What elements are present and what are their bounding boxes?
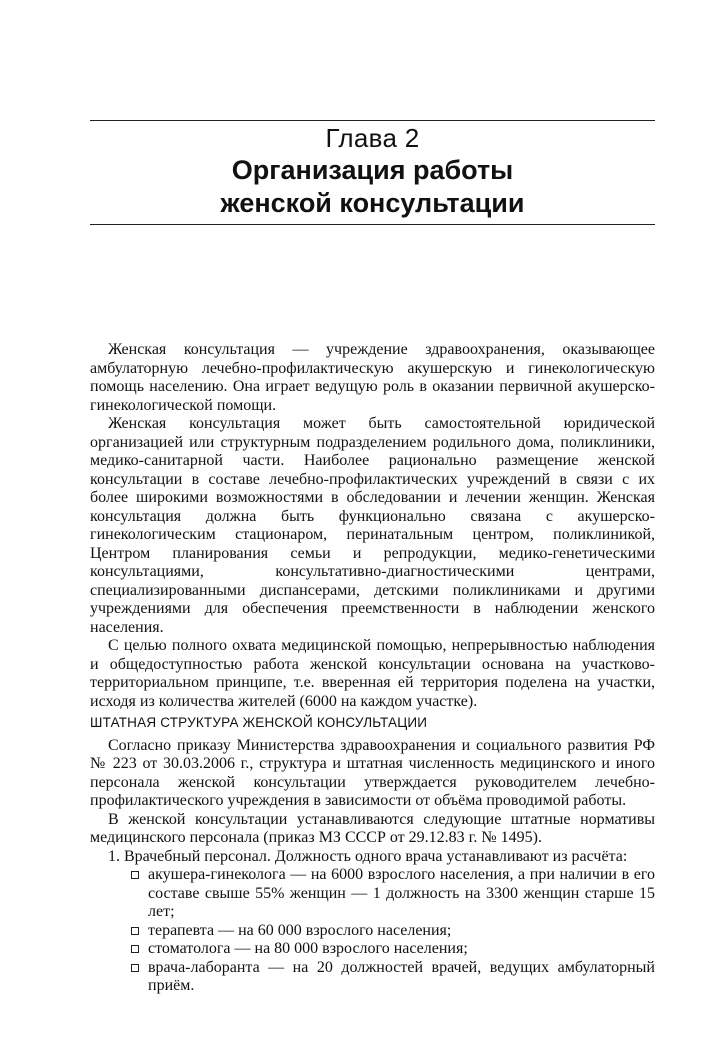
list-item <box>148 959 655 996</box>
paragraph: Женская консультация может быть самостоятельной юридической организацией или структурным подразделением родильного дома, поликлиники, медико-санитарной части. Наиболее рационально размещение женской консультации в составе лечебно-профилактических учреждений в связи с их более широкими возможностями в обследовании и лечении женщин. Женская консультация должна быть функционально связана с акушерско-гинекологическим стационаром, перинатальным центром, поликлиникой, Центром планирования семьи и репродукции, медико-генетическими консультациями, консультативно-диагностическими центрами, специализированными диспансерами, детскими поликлиниками и другими учреждениями для обеспечения преемственности в наблюдении женского населения. <box>90 415 655 636</box>
checkbox-bullet-icon <box>131 964 139 972</box>
body-text <box>90 341 655 996</box>
list-item-text: стоматолога — на 80 000 взрослого населения; <box>148 940 468 957</box>
checkbox-bullet-icon <box>131 945 139 953</box>
paragraph: Женская консультация — учреждение здравоохранения, оказывающее амбулаторную лечебно-профилактическую акушерскую и гинекологическую помощь населению. Она играет ведущую роль в оказании первичной акушерско-гинекологической помощи. <box>90 341 655 414</box>
chapter-title-line-2: женской консультации <box>220 188 525 218</box>
chapter-heading <box>90 122 655 220</box>
list-item-text: акушера-гинеколога — на 6000 взрослого населения, а при наличии в его составе свыше 55% женщин — 1 должность на 3300 женщин старше 15 лет; <box>148 866 655 920</box>
checkbox-bullet-icon <box>131 927 139 935</box>
top-rule <box>90 120 655 121</box>
list-item-text: терапевта — на 60 000 взрослого населения; <box>148 921 452 939</box>
list-item <box>148 866 655 922</box>
list-item <box>148 940 655 959</box>
list-item <box>148 922 655 941</box>
chapter-label: Глава 2 <box>325 123 420 153</box>
checkbox-bullet-icon <box>131 871 139 879</box>
numbered-item-text: 1. Врачебный персонал. Должность одного врача устанавливают из расчёта: <box>108 847 628 865</box>
list-item-text: врача-лаборанта — на 20 должностей врачей, ведущих амбулаторный приём. <box>148 958 655 994</box>
paragraph: Согласно приказу Министерства здравоохранения и социального развития РФ № 223 от 30.03.2006 г., структура и штатная численность медицинского и иного персонала женской консультации утверждается руководителем лечебно-профилактического учреждения в зависимости от объёма проводимой работы. <box>90 736 655 809</box>
section-heading: ШТАТНАЯ СТРУКТУРА ЖЕНСКОЙ КОНСУЛЬТАЦИИ <box>90 715 428 730</box>
bullet-list <box>108 866 655 996</box>
bottom-rule <box>90 224 655 225</box>
paragraph: С целью полного охвата медицинской помощью, непрерывностью наблюдения и общедоступностью работа женской консультации основана на участково-территориальном принципе, т.е. вверенная ей территория поделена на участки, исходя из количества жителей (6000 на каждом участке). <box>90 637 655 710</box>
chapter-title-line-1: Организация работы <box>231 155 514 185</box>
numbered-item <box>90 848 655 996</box>
paragraph: В женской консультации устанавливаются следующие штатные нормативы медицинского персонала (приказ МЗ СССР от 29.12.83 г. № 1495). <box>90 810 655 846</box>
